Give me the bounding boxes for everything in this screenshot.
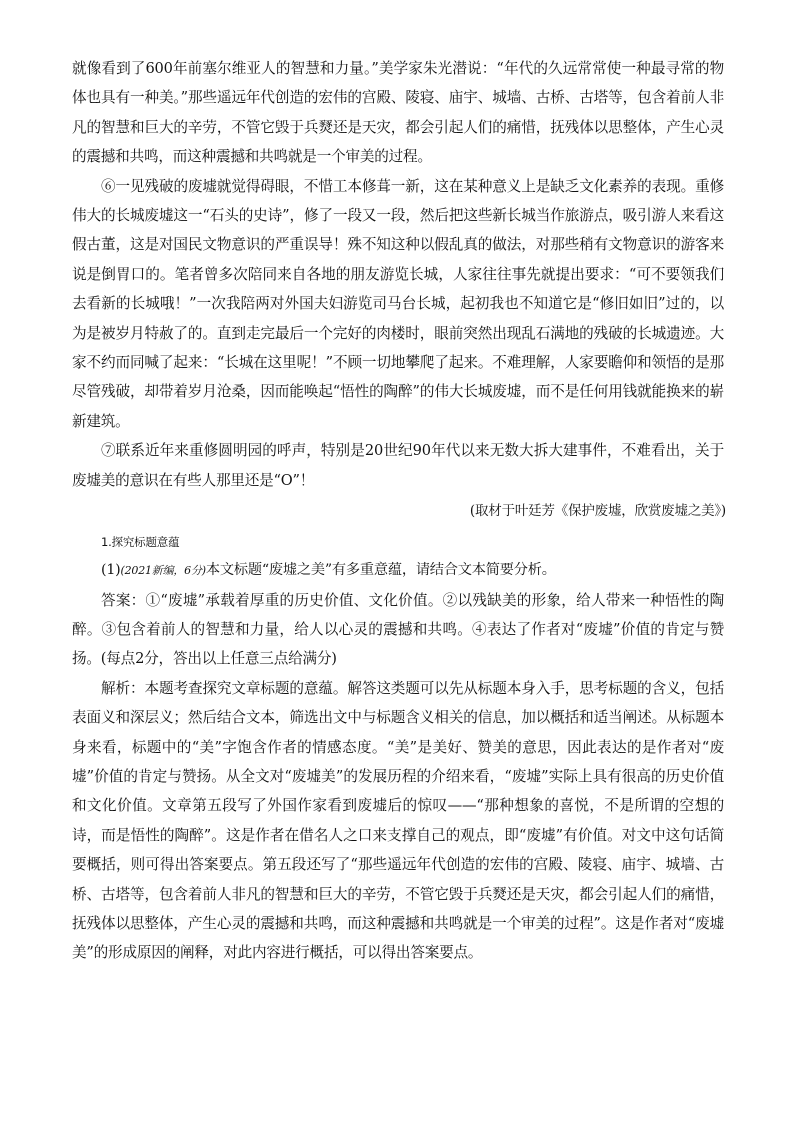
answer-text: 答案：①“废墟”承载着厚重的历史价值、文化价值。②以残缺美的形象，给人带来一种悟性的陶醉。③包含着前人的智慧和力量，给人以心灵的震撼和共鸣。④表达了作者对“废墟”价值的肯定与赞扬。(每点2分，答出以上任意三点给满分) (72, 591, 724, 668)
paragraph-7: ⑦联系近年来重修圆明园的呼声，特别是20世纪90年代以来无数大拆大建事件，不难看出，关于废墟美的意识在有些人那里还是“O”！ (72, 442, 724, 489)
analysis-text: 解析：本题考查探究文章标题的意蕴。解答这类题可以先从标题本身入手，思考标题的含义，包括表面义和深层义；然后结合文本，筛选出文中与标题含义相关的信息，加以概括和适当阐述。从标题本身来看，标题中的“美”字饱含作者的情感态度。“美”是美好、赞美的意思，因此表达的是作者对“废墟”价值的肯定与赞扬。从全文对“废墟美”的发展历程的介绍来看，“废墟”实际上具有很高的历史价值和文化价值。文章第五段写了外国作家看到废墟后的惊叹——“那种想象的喜悦，不是所谓的空想的诗，而是悟性的陶醉”。这是作者在借名人之口来支撑自己的观点，即“废墟”有价值。对文中这句话简要概括，则可得出答案要点。第五段还写了“那些遥远年代创造的宏伟的宫殿、陵寝、庙宇、城墙、古桥、古塔等，包含着前人非凡的智慧和巨大的辛劳，不管它毁于兵燹还是天灾，都会引起人们的痛惜，抚残体以思整体，产生心灵的震撼和共鸣，而这种震撼和共鸣就是一个审美的过程”。这是作者对“废墟美”的形成原因的阐释，对此内容进行概括，可以得出答案要点。 (72, 679, 724, 962)
document-body (72, 54, 724, 968)
question-number: (1) (101, 562, 121, 579)
paragraph-5-continuation: 就像看到了600年前塞尔维亚人的智慧和力量。”美学家朱光潜说：“年代的久远常常使一种最寻常的物体也具有一种美。”那些遥远年代创造的宏伟的宫殿、陵寝、庙宇、城墙、古桥、古塔等，包含着前人非凡的智慧和巨大的辛劳，不管它毁于兵燹还是天灾，都会引起人们的痛惜，抚残体以思整体，产生心灵的震撼和共鸣，而这种震撼和共鸣就是一个审美的过程。 (72, 60, 724, 166)
question-text: 本文标题“废墟之美”有多重意蕴，请结合文本简要分析。 (205, 562, 556, 579)
section-title: 1.探究标题意蕴 (101, 535, 180, 550)
paragraph-6: ⑥一见残破的废墟就觉得碍眼，不惜工本修葺一新，这在某种意义上是缺乏文化素养的表现。重修伟大的长城废墟这一“石头的史诗”，修了一段又一段，然后把这些新长城当作旅游点，吸引游人来看这假古董，这是对国民文物意识的严重误导！殊不知这种以假乱真的做法，对那些稍有文物意识的游客来说是倒胃口的。笔者曾多次陪同来自各地的朋友游览长城，人家往往事先就提出要求：“可不要领我们去看新的长城哦！”一次我陪两对外国夫妇游览司马台长城，起初我也不知道它是“修旧如旧”过的，以为是被岁月特赦了的。直到走完最后一个完好的肉楼时，眼前突然出现乱石满地的残破的长城遗迹。大家不约而同喊了起来：“长城在这里呢！”不顾一切地攀爬了起来。不难理解，人家要瞻仰和领悟的是那尽管残破，却带着岁月沧桑，因而能唤起“悟性的陶醉”的伟大长城废墟，而不是任何用钱就能换来的崭新建筑。 (72, 177, 724, 430)
question-1 (72, 556, 724, 585)
question-tag: (2021新编，6分) (120, 564, 206, 578)
source-citation: (取材于叶廷芳《保护废墟，欣赏废墟之美》) (469, 503, 726, 520)
